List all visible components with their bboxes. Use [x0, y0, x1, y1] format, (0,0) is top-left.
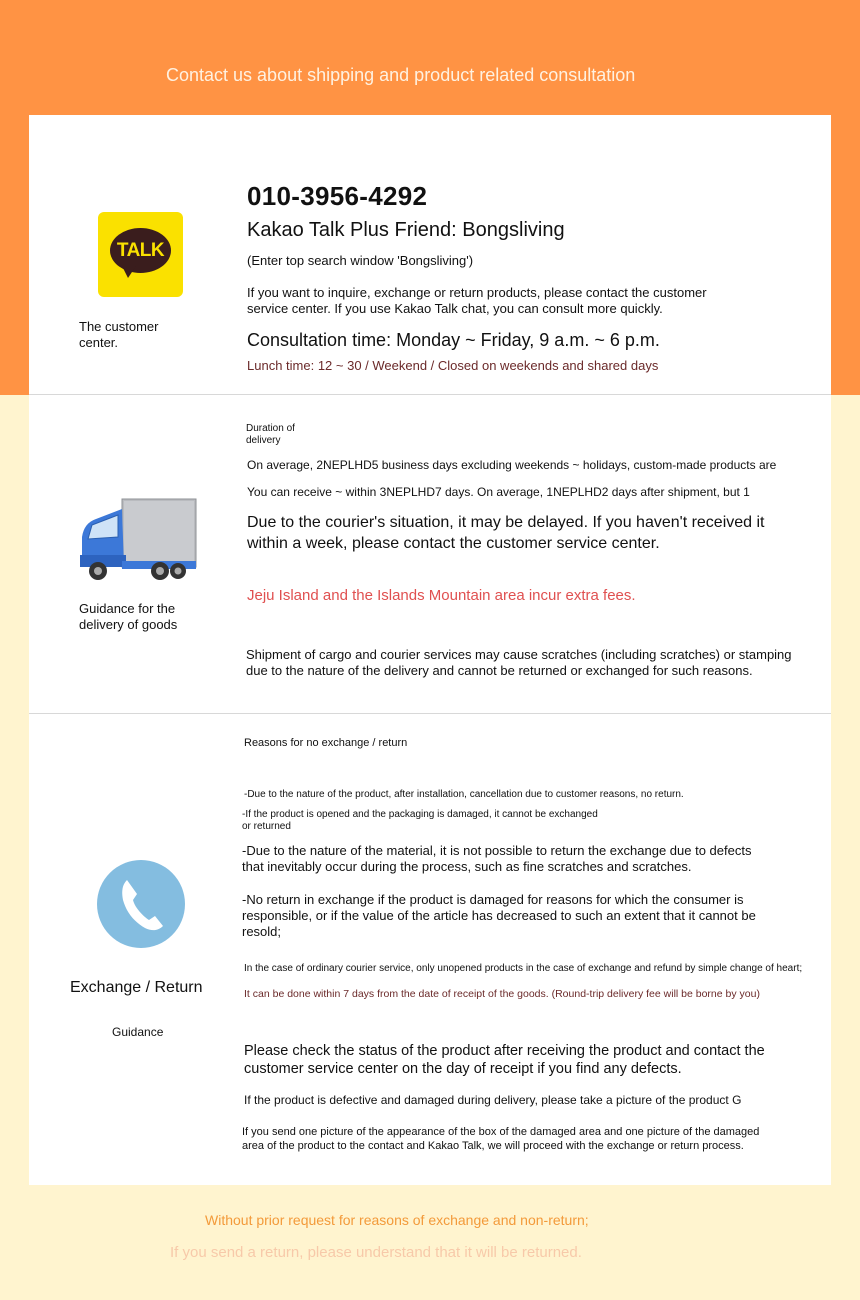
lunch-time: Lunch time: 12 ~ 30 / Weekend / Closed on weekends and shared days: [247, 358, 659, 373]
guidance-label: Guidance: [112, 1025, 164, 1039]
courier-note-2: It can be done within 7 days from the date of receipt of the goods. (Round-trip delivery fee will be borne by you): [244, 988, 760, 1000]
scratch-note: Shipment of cargo and courier services may cause scratches (including scratches) or stamping due to the nature of the delivery and cannot be returned or exchanged for such reasons.: [246, 647, 792, 678]
extra-fee-note: Jeju Island and the Islands Mountain area incur extra fees.: [247, 587, 636, 604]
check-status-note: Please check the status of the product after receiving the product and contact the customer service center on the day of receipt if you find any defects.: [244, 1043, 765, 1077]
reason-2: -If the product is opened and the packaging is damaged, it cannot be exchanged or returned: [242, 809, 598, 832]
delivery-delay-note: Due to the courier's situation, it may be delayed. If you haven't received it within a week, please contact the customer service center.: [247, 514, 765, 552]
search-hint: (Enter top search window 'Bongsliving'): [247, 253, 474, 268]
footer-line-2: If you send a return, please understand that it will be returned.: [170, 1244, 582, 1261]
phone-number: 010-3956-4292: [247, 181, 428, 211]
kakao-friend-name: Kakao Talk Plus Friend: Bongsliving: [247, 219, 565, 241]
phone-icon: [97, 860, 185, 948]
courier-note-1: In the case of ordinary courier service, only unopened products in the case of exchange and refund by simple change of heart;: [244, 963, 803, 974]
reason-4: -No return in exchange if the product is damaged for reasons for which the consumer is responsible, or if the value of the article has decreased to such an extent that it cannot be resold;: [242, 892, 756, 939]
delivery-truck-icon: [78, 495, 198, 583]
exchange-return-label: Exchange / Return: [70, 979, 203, 996]
kakao-talk-icon: TALK: [98, 212, 183, 297]
reasons-title: Reasons for no exchange / return: [244, 737, 408, 749]
delivery-line-2: You can receive ~ within 3NEPLHD7 days. On average, 1NEPLHD2 days after shipment, but 1: [247, 485, 750, 499]
reason-3: -Due to the nature of the material, it is not possible to return the exchange due to defects that inevitably occur during the process, such as fine scratches and scratches.: [242, 843, 752, 874]
consultation-hours: Consultation time: Monday ~ Friday, 9 a.m. ~ 6 p.m.: [247, 330, 660, 350]
delivery-line-1: On average, 2NEPLHD5 business days excluding weekends ~ holidays, custom-made products are: [247, 458, 777, 472]
footer-line-1: Without prior request for reasons of exchange and non-return;: [205, 1212, 589, 1228]
inquiry-text: If you want to inquire, exchange or return products, please contact the customer service center. If you use Kakao Talk chat, you can consult more quickly.: [247, 285, 707, 316]
send-picture-note: If you send one picture of the appearance of the box of the damaged area and one picture of the damaged area of the product to the contact and Kakao Talk, we will proceed with the exchange or return process.: [242, 1126, 760, 1152]
delivery-label: Guidance for the delivery of goods: [79, 601, 178, 632]
defect-note: If the product is defective and damaged during delivery, please take a picture of the product G: [244, 1093, 742, 1107]
section-divider: [29, 394, 831, 395]
reason-1: -Due to the nature of the product, after installation, cancellation due to customer reasons, no return.: [244, 789, 684, 800]
page-title: Contact us about shipping and product related consultation: [166, 65, 636, 85]
section-divider: [29, 713, 831, 714]
duration-title: Duration of delivery: [246, 423, 295, 446]
customer-center-label: The customer center.: [79, 319, 159, 350]
